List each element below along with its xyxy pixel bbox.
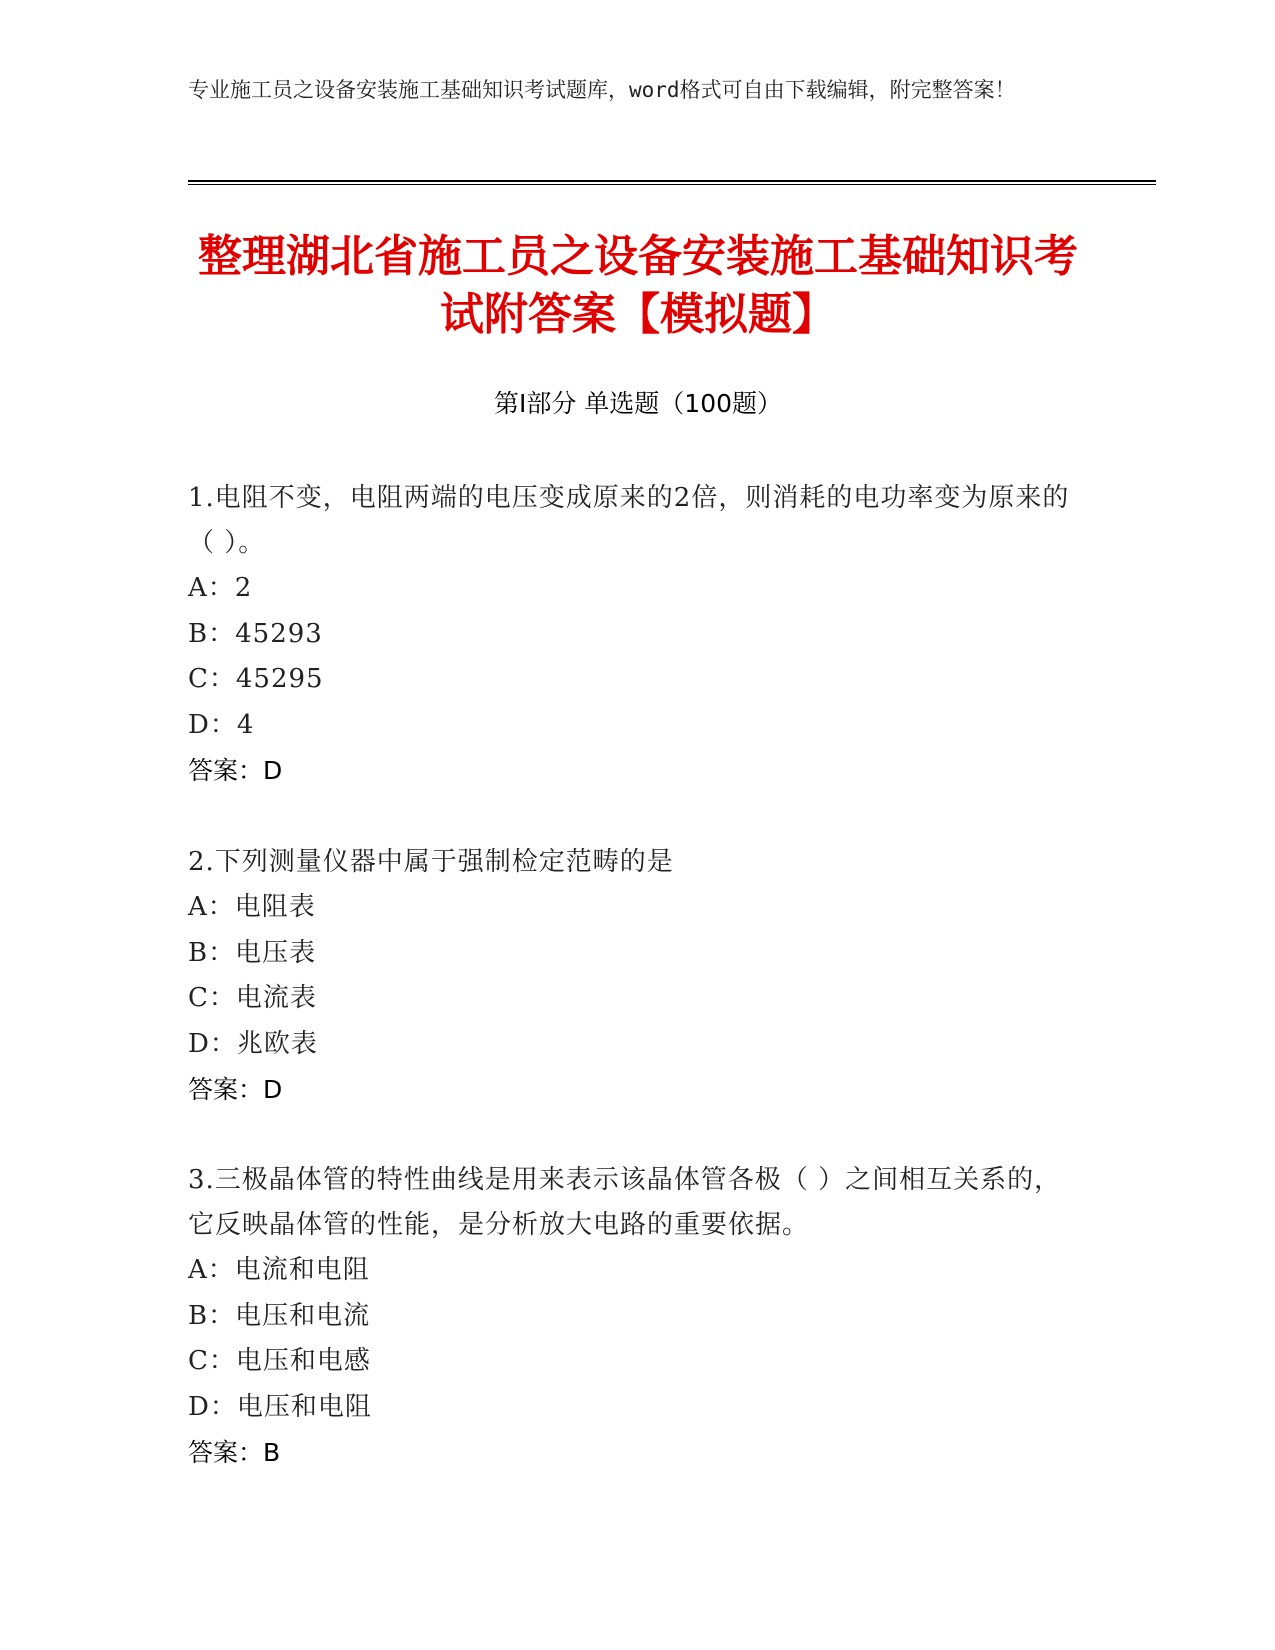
option-b: B：45293 (188, 618, 323, 649)
option-d: D：4 (188, 709, 255, 740)
document-title: 整理湖北省施工员之设备安装施工基础知识考试附答案【模拟题】 (198, 231, 1078, 340)
option-d: D：电压和电阻 (188, 1391, 372, 1422)
header-divider-thin (188, 184, 1156, 185)
option-c: C：电压和电感 (188, 1346, 371, 1376)
option-c: C：电流表 (188, 983, 317, 1013)
question-2 (188, 840, 1088, 1112)
question-text: 2.下列测量仪器中属于强制检定范畴的是 (188, 847, 674, 877)
header-note: 专业施工员之设备安装施工基础知识考试题库，word格式可自由下载编辑，附完整答案！ (188, 78, 1016, 102)
answer: 答案：B (188, 1438, 281, 1467)
option-b: B：电压表 (188, 937, 317, 968)
option-a: A：电阻表 (188, 892, 316, 922)
question-1 (188, 476, 1088, 793)
option-a: A：电流和电阻 (188, 1255, 370, 1285)
option-d: D：兆欧表 (188, 1028, 318, 1059)
header-divider-thick (188, 180, 1156, 182)
answer: 答案：D (188, 756, 283, 785)
question-text: 3.三极晶体管的特性曲线是用来表示该晶体管各极（ ）之间相互关系的，它反映晶体管的性能，是分析放大电路的重要依据。 (188, 1165, 1062, 1240)
option-c: C：45295 (188, 664, 324, 694)
answer: 答案：D (188, 1075, 283, 1104)
section-heading: 第Ⅰ部分 单选题（100题） (493, 389, 783, 418)
option-b: B：电压和电流 (188, 1300, 371, 1331)
question-text: 1.电阻不变，电阻两端的电压变成原来的2倍，则消耗的电功率变为原来的（ ）。 (188, 483, 1070, 558)
option-a: A：2 (188, 573, 253, 603)
question-3 (188, 1158, 1088, 1475)
